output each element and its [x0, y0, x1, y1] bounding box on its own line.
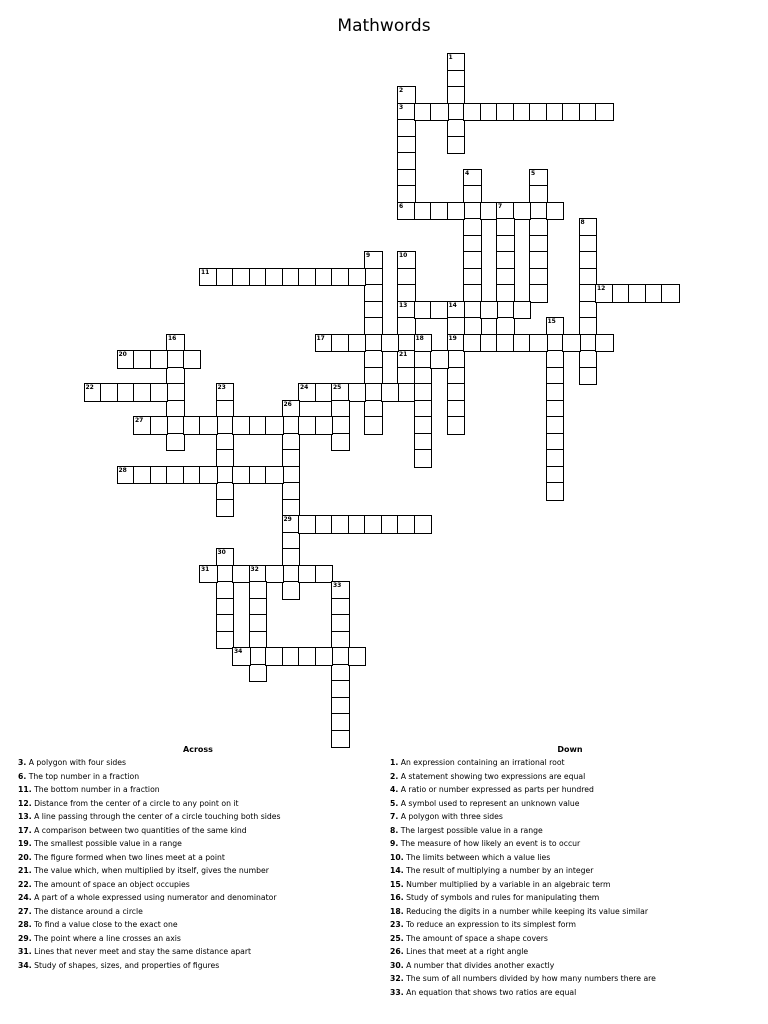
clue-text: The top number in a fraction	[26, 771, 140, 781]
cell-number: 1	[448, 54, 453, 61]
grid-cell[interactable]	[447, 202, 466, 221]
grid-cell[interactable]	[265, 466, 284, 485]
grid-cell[interactable]	[480, 301, 499, 320]
cell-number: 16	[168, 334, 177, 342]
cell-number: 21	[399, 351, 408, 358]
clue-number: 18.	[390, 906, 404, 916]
cell-number: 31	[201, 565, 210, 573]
clue-number: 19.	[18, 839, 32, 848]
clue-text: The bottom number in a fraction	[31, 785, 160, 794]
clue-item	[18, 851, 378, 865]
grid-cell[interactable]	[315, 647, 334, 666]
cell-number: 18	[415, 334, 424, 342]
clue-item	[18, 905, 378, 919]
clue-text: An expression containing an irrational root	[398, 758, 565, 767]
clue-number: 33.	[390, 987, 404, 997]
clue-number: 17.	[18, 825, 32, 835]
page-title: Mathwords	[337, 16, 431, 36]
clue-item	[390, 837, 750, 851]
cell-number: 28	[118, 466, 127, 474]
cell-number: 29	[283, 516, 292, 523]
clue-number: 2.	[390, 771, 399, 781]
grid-cell[interactable]	[216, 499, 235, 518]
cell-number: 10	[399, 252, 408, 259]
clue-text: A polygon with three sides	[398, 812, 503, 821]
grid-cell[interactable]	[282, 581, 301, 600]
clue-text: The smallest possible value in a range	[31, 839, 182, 848]
clue-number: 31.	[18, 947, 32, 956]
clue-text: An equation that shows two ratios are equal	[403, 987, 577, 997]
clue-item	[18, 932, 378, 946]
clue-text: A comparison between two quantities of the same kind	[31, 825, 247, 835]
grid-cell[interactable]	[150, 416, 169, 435]
clue-text: The largest possible value in a range	[398, 825, 543, 835]
clue-text: The distance around a circle	[31, 906, 143, 916]
grid-cell[interactable]	[430, 103, 449, 122]
clue-item	[390, 972, 750, 986]
cell-number: 25	[333, 384, 342, 391]
clue-text: Study of symbols and rules for manipulating them	[403, 893, 600, 902]
grid-cell[interactable]	[199, 565, 218, 584]
clue-text: A ratio or number expressed as parts per hundred	[398, 785, 594, 794]
grid-cell[interactable]	[546, 482, 565, 501]
clue-text: A number that divides another exactly	[403, 960, 555, 970]
cell-number: 27	[135, 417, 144, 424]
grid-cell[interactable]	[381, 383, 400, 402]
grid-cell[interactable]	[199, 466, 218, 485]
clue-number: 23.	[390, 920, 404, 929]
grid-cell[interactable]	[579, 367, 598, 386]
clue-number: 34.	[18, 960, 32, 970]
cell-number: 24	[300, 384, 309, 391]
clue-number: 4.	[390, 785, 399, 794]
clue-item	[390, 851, 750, 865]
cell-number: 23	[217, 384, 226, 391]
clue-number: 30.	[390, 960, 404, 970]
down-clues	[390, 744, 750, 999]
grid-cell[interactable]	[348, 647, 367, 666]
clue-text: A statement showing two expressions are equal	[398, 771, 586, 781]
down-clue-list	[390, 756, 750, 999]
grid-cell[interactable]	[364, 416, 383, 435]
clue-text: The amount of space an object occupies	[31, 879, 190, 889]
clue-text: Reducing the digits in a number while keeping its value similar	[403, 906, 648, 916]
grid-cell[interactable]	[414, 449, 433, 468]
cell-number: 15	[547, 318, 556, 325]
clue-item	[18, 891, 378, 905]
clue-number: 12.	[18, 798, 32, 808]
clue-item	[18, 945, 378, 959]
cell-number: 9	[366, 252, 371, 259]
cell-number: 19	[448, 334, 457, 342]
clue-number: 16.	[390, 893, 404, 902]
clue-number: 3.	[18, 758, 27, 767]
clue-number: 8.	[390, 825, 399, 835]
clue-item	[390, 878, 750, 892]
clue-number: 13.	[18, 812, 32, 821]
clue-item	[18, 878, 378, 892]
clue-number: 14.	[390, 866, 404, 875]
cell-number: 13	[399, 301, 408, 309]
clue-item	[390, 918, 750, 932]
grid-cell[interactable]	[199, 416, 218, 435]
grid-cell[interactable]	[348, 334, 367, 353]
clue-item	[390, 986, 750, 1000]
clue-number: 7.	[390, 812, 399, 821]
grid-cell[interactable]	[265, 416, 284, 435]
across-clues	[18, 744, 378, 972]
clue-item	[390, 824, 750, 838]
clue-text: Study of shapes, sizes, and properties of figures	[31, 960, 220, 970]
grid-cell[interactable]	[529, 284, 548, 303]
clue-text: To find a value close to the exact one	[31, 920, 178, 929]
clue-text: The result of multiplying a number by an integer	[403, 866, 594, 875]
cell-number: 3	[399, 103, 404, 111]
clue-item	[390, 756, 750, 770]
grid-cell[interactable]	[595, 103, 614, 122]
cell-number: 12	[597, 285, 606, 292]
clue-number: 1.	[390, 758, 399, 767]
grid-cell[interactable]	[661, 284, 680, 303]
cell-number: 32	[250, 565, 259, 573]
clue-number: 27.	[18, 906, 32, 916]
clue-item	[390, 770, 750, 784]
clue-number: 22.	[18, 879, 32, 889]
clue-number: 25.	[390, 933, 404, 943]
grid-cell[interactable]	[595, 334, 614, 353]
grid-cell[interactable]	[414, 515, 433, 534]
cell-number: 17	[316, 334, 325, 342]
cell-number: 11	[201, 268, 210, 276]
clue-text: The amount of space a shape covers	[403, 933, 548, 943]
clue-text: A line passing through the center of a circle touching both sides	[31, 812, 281, 821]
clue-text: The limits between which a value lies	[403, 852, 551, 862]
clue-item	[390, 932, 750, 946]
clue-item	[390, 797, 750, 811]
across-clue-list	[18, 756, 378, 972]
clue-text: Distance from the center of a circle to any point on it	[31, 798, 239, 808]
clue-number: 21.	[18, 866, 32, 875]
cell-number: 34	[234, 648, 243, 655]
grid-cell[interactable]	[447, 416, 466, 435]
cell-number: 33	[333, 582, 342, 589]
grid-cell[interactable]	[447, 136, 466, 155]
clue-number: 28.	[18, 920, 32, 929]
clue-number: 29.	[18, 933, 32, 943]
clue-text: The point where a line crosses an axis	[31, 933, 181, 943]
clue-item	[18, 810, 378, 824]
grid-cell[interactable]	[166, 433, 185, 452]
clue-number: 6.	[18, 771, 27, 781]
clue-item	[18, 959, 378, 973]
grid-cell[interactable]	[562, 334, 581, 353]
grid-cell[interactable]	[331, 433, 350, 452]
clue-item	[390, 810, 750, 824]
clue-text: To reduce an expression to its simplest form	[403, 920, 576, 929]
cell-number: 5	[531, 169, 536, 177]
cell-number: 2	[399, 87, 404, 94]
cell-number: 6	[399, 202, 404, 210]
grid-cell[interactable]	[265, 565, 284, 584]
clue-text: The measure of how likely an event is to occur	[398, 839, 581, 848]
grid-cell[interactable]	[150, 350, 169, 369]
cell-number: 4	[465, 169, 470, 177]
cell-number: 22	[85, 384, 94, 391]
clue-text: Lines that never meet and stay the same distance apart	[31, 947, 252, 956]
clue-item	[18, 797, 378, 811]
cell-number: 30	[217, 549, 226, 556]
clue-number: 15.	[390, 879, 404, 889]
grid-cell[interactable]	[529, 334, 548, 353]
clue-text: A polygon with four sides	[26, 758, 126, 767]
clue-number: 32.	[390, 974, 404, 983]
clue-text: Lines that meet at a right angle	[403, 947, 529, 956]
clue-text: A part of a whole expressed using numerator and denominator	[31, 893, 277, 902]
cell-number: 14	[448, 301, 457, 309]
clue-number: 11.	[18, 785, 32, 794]
cell-number: 7	[498, 202, 503, 210]
clue-item	[18, 837, 378, 851]
clue-item	[18, 918, 378, 932]
clue-number: 10.	[390, 852, 404, 862]
clue-text: A symbol used to represent an unknown value	[398, 798, 580, 808]
clue-text: Number multiplied by a variable in an algebraic term	[403, 879, 611, 889]
grid-cell[interactable]	[381, 334, 400, 353]
clue-item	[390, 783, 750, 797]
clue-number: 20.	[18, 852, 32, 862]
clue-item	[390, 945, 750, 959]
cell-number: 26	[283, 400, 292, 408]
grid-cell[interactable]	[183, 350, 202, 369]
across-heading: Across	[183, 745, 213, 754]
cell-number: 8	[580, 219, 585, 226]
grid-cell[interactable]	[546, 202, 565, 221]
clue-item	[390, 864, 750, 878]
grid-cell[interactable]	[232, 647, 251, 666]
clue-item	[18, 864, 378, 878]
clue-text: The sum of all numbers divided by how many numbers there are	[403, 974, 656, 983]
clue-text: The figure formed when two lines meet at a point	[31, 852, 225, 862]
grid-cell[interactable]	[315, 416, 334, 435]
grid-cell[interactable]	[249, 664, 268, 683]
clue-item	[18, 770, 378, 784]
clue-number: 9.	[390, 839, 399, 848]
grid-cell[interactable]	[513, 301, 532, 320]
grid-cell[interactable]	[414, 334, 433, 353]
clue-item	[390, 891, 750, 905]
clue-text: The value which, when multiplied by itself, gives the number	[31, 866, 269, 875]
clue-number: 5.	[390, 798, 399, 808]
clue-item	[18, 824, 378, 838]
clue-item	[390, 959, 750, 973]
grid-cell[interactable]	[348, 268, 367, 287]
down-heading: Down	[557, 745, 583, 754]
clue-number: 24.	[18, 893, 32, 902]
clue-item	[390, 905, 750, 919]
grid-cell[interactable]	[150, 383, 169, 402]
grid-cell[interactable]	[430, 350, 449, 369]
grid-cell[interactable]	[348, 383, 367, 402]
clue-item	[18, 756, 378, 770]
cell-number: 20	[118, 351, 127, 358]
clue-item	[18, 783, 378, 797]
grid-cell[interactable]	[513, 202, 532, 221]
clue-number: 26.	[390, 947, 404, 956]
